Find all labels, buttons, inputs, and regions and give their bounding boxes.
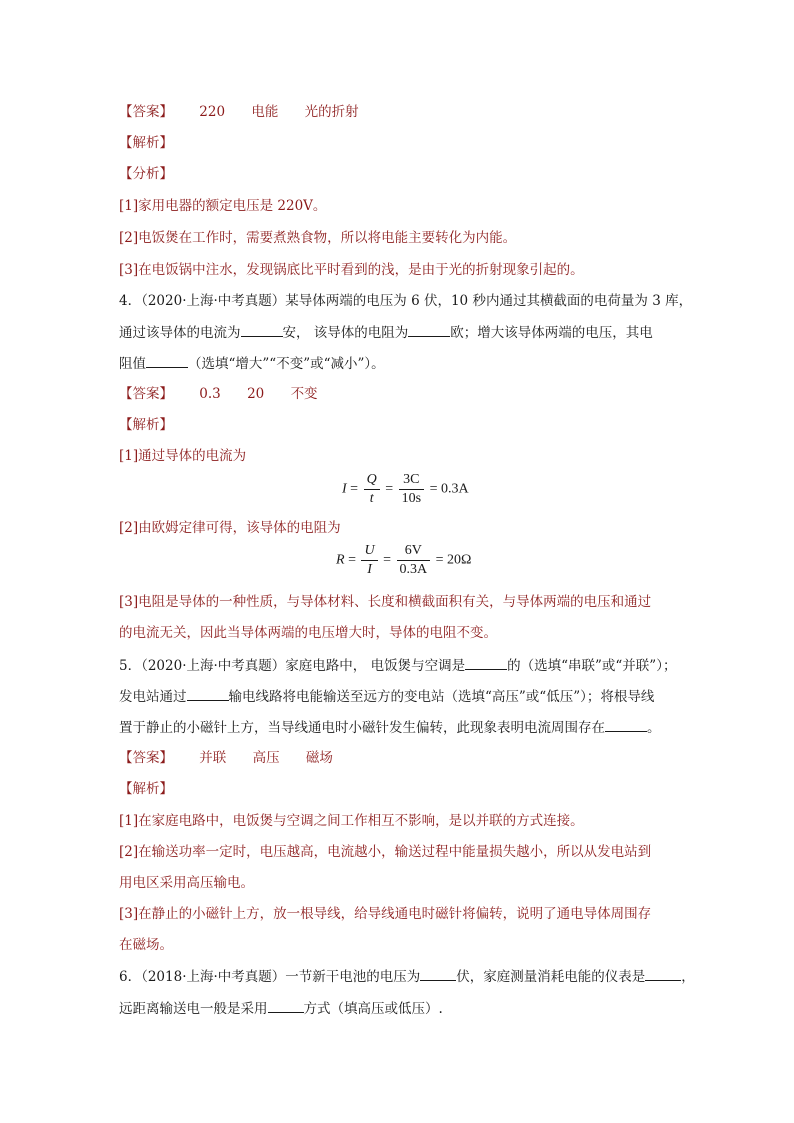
denominator: t	[369, 491, 374, 506]
explanation-line: 用电区采用高压输电。	[119, 875, 254, 891]
question-text: 某导体两端的电压为 6 伏，10 秒内通过其横截面的电荷量为 3 库，	[285, 293, 693, 309]
question-text: 一节新干电池的电压为	[285, 969, 421, 985]
explanation-line: [1]家用电器的额定电压是 220V。	[119, 198, 327, 214]
answer-blank	[420, 966, 456, 981]
analysis-label: 【解析】	[119, 417, 173, 433]
explanation-line: [2]电饭煲在工作时，需要煮熟食物，所以将电能主要转化为内能。	[119, 230, 517, 246]
fraction	[361, 543, 377, 578]
answer-value: 高压	[252, 750, 280, 766]
q5-question-line-2	[119, 686, 654, 707]
resistance-formula	[336, 543, 471, 578]
question-text: 的（选填“串联”或“并联”）；	[507, 658, 677, 674]
denominator: I	[367, 562, 372, 577]
question-text: 发电站通过	[119, 689, 187, 705]
q6-question-line-1	[119, 966, 695, 987]
question-source: （2018·上海·中考真题）	[141, 969, 286, 985]
question-text: 家庭电路中， 电饭煲与空调是	[285, 658, 466, 674]
explanation-line: 的电流无关，因此当导体两端的电压增大时，导体的电阻不变。	[119, 625, 497, 641]
q5-question-line-1	[119, 655, 676, 676]
answer-value: 磁场	[305, 750, 333, 766]
answer-value: 不变	[290, 386, 318, 402]
answer-blank	[645, 966, 681, 981]
answer-blank	[408, 322, 450, 337]
fraction	[399, 472, 424, 507]
explanation-line: [3]电阻是导体的一种性质，与导体材料、长度和横截面积有关，与导体两端的电压和通过	[119, 594, 652, 610]
formula-equals: =	[348, 552, 356, 568]
explanation-line: 在磁场。	[119, 937, 173, 953]
q4-answer-line	[119, 384, 318, 404]
fenxi-label: 【分析】	[119, 166, 173, 182]
q4-question-line-1	[119, 291, 692, 311]
denominator: 10s	[401, 491, 422, 506]
question-text: 阻值	[119, 356, 146, 372]
answer-blank	[146, 353, 188, 368]
question-text: 方式（填高压或低压）.	[303, 1001, 443, 1017]
formula-result: = 0.3A	[429, 481, 469, 497]
answer-value: 光的折射	[304, 104, 359, 120]
numerator: U	[361, 543, 377, 561]
question-text: （选填“增大”“不变”或“减小”）。	[188, 356, 385, 372]
q3-answer-line	[119, 102, 359, 122]
answer-value: 220	[199, 104, 226, 120]
formula-equals: =	[385, 481, 394, 497]
analysis-label: 【解析】	[119, 781, 173, 797]
answer-blank	[605, 717, 647, 732]
fraction	[364, 472, 380, 507]
question-text: 输电线路将电能输送至远方的变电站（选填“高压”或“低压”）；将根导线	[228, 689, 655, 705]
denominator: 0.3A	[399, 562, 428, 577]
numerator: 6V	[397, 543, 431, 561]
fraction	[397, 543, 431, 578]
question-text: 通过该导体的电流为	[119, 325, 241, 341]
answer-blank	[465, 655, 507, 670]
answer-value: 并联	[199, 750, 227, 766]
answer-value: 电能	[251, 104, 279, 120]
current-formula	[342, 472, 469, 507]
question-source: （2020·上海·中考真题）	[141, 658, 286, 674]
answer-value: 0.3	[199, 386, 221, 402]
question-text: 远距离输送电一般是采用	[119, 1001, 268, 1017]
answer-label: 【答案】	[119, 104, 173, 120]
explanation-line: [1]在家庭电路中，电饭煲与空调之间工作相互不影响，是以并联的方式连接。	[119, 813, 584, 829]
explanation-line: [2]由欧姆定律可得，该导体的电阻为	[119, 520, 341, 536]
question-text: ，	[681, 969, 695, 985]
answer-value: 20	[247, 386, 265, 402]
q4-question-line-2	[119, 322, 653, 343]
q5-answer-line	[119, 748, 333, 768]
answer-blank	[187, 686, 229, 701]
explanation-line: [3]在电饭锅中注水，发现锅底比平时看到的浅，是由于光的折射现象引起的。	[119, 262, 584, 278]
formula-result: = 20Ω	[435, 552, 472, 568]
formula-equals: =	[383, 552, 391, 568]
explanation-line: [3]在静止的小磁针上方，放一根导线，给导线通电时磁针将偏转，说明了通电导体周围存	[119, 906, 652, 922]
question-text: 欧；增大该导体两端的电压，其电	[450, 325, 653, 341]
answer-label: 【答案】	[119, 750, 173, 766]
answer-blank	[268, 998, 304, 1013]
formula-symbol: I	[342, 481, 347, 497]
question-text: 伏，家庭测量消耗电能的仪表是	[456, 969, 646, 985]
question-number: 4．	[119, 293, 142, 309]
explanation-line: [2]在输送功率一定时，电压越高，电流越小，输送过程中能量损失越小，所以从发电站到	[119, 844, 652, 860]
numerator: 3C	[399, 472, 424, 490]
answer-blank	[241, 322, 283, 337]
question-number: 5．	[119, 658, 142, 674]
question-text: 置于静止的小磁针上方，当导线通电时小磁针发生偏转，此现象表明电流周围存在	[119, 720, 605, 736]
analysis-label: 【解析】	[119, 135, 173, 151]
question-number: 6．	[119, 969, 142, 985]
explanation-line: [1]通过导体的电流为	[119, 448, 247, 464]
answer-label: 【答案】	[119, 386, 173, 402]
q5-question-line-3	[119, 717, 661, 738]
q4-question-line-3	[119, 353, 385, 374]
question-source: （2020·上海·中考真题）	[141, 293, 286, 309]
question-text: 安， 该导体的电阻为	[282, 325, 409, 341]
question-text: 。	[647, 720, 661, 736]
formula-equals: =	[350, 481, 359, 497]
numerator: Q	[364, 472, 380, 490]
formula-symbol: R	[336, 552, 345, 568]
q6-question-line-2	[119, 998, 443, 1019]
